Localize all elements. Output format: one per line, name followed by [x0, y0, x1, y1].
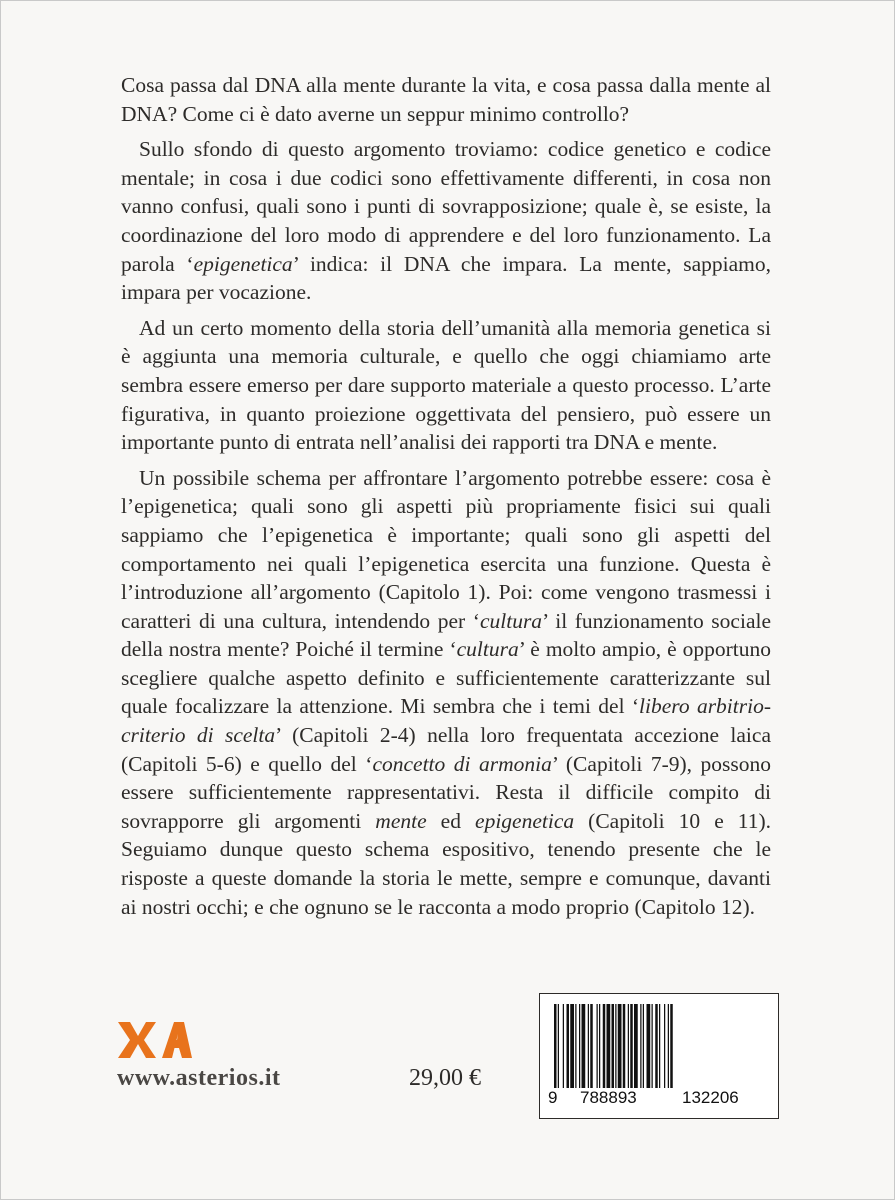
barcode-bars: [554, 1004, 764, 1088]
barcode-bar: [664, 1004, 665, 1088]
barcode-bar: [603, 1004, 606, 1088]
paragraph-4-emphasis-3: libero arbitrio-criterio di scelta: [121, 694, 772, 748]
barcode-bar: [628, 1004, 629, 1088]
paragraph-4-text-e: ’ (Capitoli 7-9), possono essere sufficientemente rappresentativi. Resta il difficile compito di sovrapporre gli argomenti: [121, 751, 771, 833]
barcode-bar: [612, 1004, 615, 1088]
barcode-bar: [599, 1004, 600, 1088]
price-label: 29,00 €: [409, 1065, 481, 1091]
isbn-digit-prefix: 9: [548, 1088, 558, 1107]
barcode-bar: [668, 1004, 669, 1088]
paragraph-4-text-b: ’ il funzionamento sociale della nostra mente? Poiché il termine ‘: [121, 608, 771, 662]
barcode-bar: [647, 1004, 651, 1088]
barcode-bar: [563, 1004, 564, 1088]
barcode-bar: [597, 1004, 598, 1088]
isbn-digits: [540, 1088, 778, 1114]
paragraph-4-text-g: (Capitoli 10 e 11). Seguiamo dunque questo schema espositivo, tenendo presente che le risposte a queste domande la storia le mette, sempre e comunque, davanti ai nostri occhi; e che ognuno se le racconta a modo proprio (Capitolo 12).: [121, 808, 772, 919]
barcode-bar: [655, 1004, 658, 1088]
paragraph-2-text-b: ’ indica: il DNA che impara. La mente, sappiamo, impara per vocazione.: [121, 251, 771, 305]
blurb-text: [121, 71, 771, 928]
barcode-bar: [643, 1004, 644, 1088]
barcode-bar: [659, 1004, 660, 1088]
barcode-bar: [554, 1004, 557, 1088]
isbn-digit-group-1: 788893: [580, 1088, 637, 1107]
paragraph-4-text-f: ed: [426, 808, 476, 833]
paragraph-1: Cosa passa dal DNA alla mente durante la vita, e cosa passa dalla mente al DNA? Come ci è dato averne un seppur minimo controllo?: [121, 73, 771, 126]
barcode-bar: [630, 1004, 633, 1088]
paragraph-4-text-a: Un possibile schema per affrontare l’argomento potrebbe essere: cosa è l’epigenetica; quali sono gli aspetti più propriamente fisici sui quali sappiamo che l’epigenetica è importante; quali sono gli aspetti del comportamento nei quali l’epigenetica esercita una funzione. Questa è l’introduzione all’argomento (Capitolo 1). Poi: come vengono trasmessi i caratteri di una cultura, intendendo per ‘: [121, 465, 771, 633]
barcode-bar: [634, 1004, 638, 1088]
barcode-bar: [590, 1004, 593, 1088]
isbn-digit-group-2: 132206: [682, 1088, 739, 1107]
paragraph-3: Ad un certo momento della storia dell’umanità alla memoria genetica si è aggiunta una memoria culturale, e quello che oggi chiamiamo arte sembra essere emerso per dare supporto materiale a questo processo. L’arte figurativa, in quanto proiezione oggettivata del pensiero, può essere un importante punto di entrata nell’analisi dei rapporti tra DNA e mente.: [121, 315, 771, 455]
barcode-bar: [652, 1004, 653, 1088]
paragraph-4-text-c: ’ è molto ampio, è opportuno scegliere qualche aspetto definito e sufficientemente caratterizzante sul quale focalizzare la attenzione. Mi sembra che i temi del ‘: [121, 637, 771, 719]
paragraph-4-emphasis-2: cultura: [456, 637, 519, 662]
publisher-website[interactable]: www.asterios.it: [117, 1065, 281, 1091]
paragraph-4-emphasis-4: concetto di armonia: [372, 751, 552, 776]
barcode-bar: [640, 1004, 641, 1088]
barcode-bar: [558, 1004, 559, 1088]
paragraph-2-text-a: Sullo sfondo di questo argomento troviamo: codice genetico e codice mentale; in cosa i due codici sono effettivamente differenti, in cosa non vanno confusi, quali sono i punti di sovrapposizione; quale è, se esiste, la coordinazione del loro modo di apprendere e del loro funzionamento. La parola ‘: [121, 137, 771, 276]
barcode-bar: [670, 1004, 673, 1088]
paragraph-2-emphasis: epigenetica: [193, 251, 293, 276]
barcode-bar: [588, 1004, 589, 1088]
barcode-bar: [623, 1004, 626, 1088]
barcode-bar: [567, 1004, 570, 1088]
paragraph-4-emphasis-5: mente: [375, 808, 427, 833]
barcode-bar: [607, 1004, 611, 1088]
paragraph-4-emphasis-6: epigenetica: [475, 808, 575, 833]
paragraph-2: [121, 135, 771, 307]
barcode-bar: [618, 1004, 622, 1088]
publisher-logo: [116, 1018, 192, 1062]
barcode-bar: [575, 1004, 576, 1088]
barcode-bar: [579, 1004, 580, 1088]
barcode-bar: [615, 1004, 616, 1088]
barcode-bar: [582, 1004, 586, 1088]
paragraph-4: [121, 464, 771, 922]
paragraph-4-text-d: ’ (Capitoli 2-4) nella loro frequentata accezione laica (Capitoli 5-6) e quello del ‘: [121, 723, 771, 776]
paragraph-4-emphasis-1: cultura: [479, 608, 543, 633]
isbn-barcode: [539, 993, 779, 1119]
barcode-bar: [570, 1004, 574, 1088]
